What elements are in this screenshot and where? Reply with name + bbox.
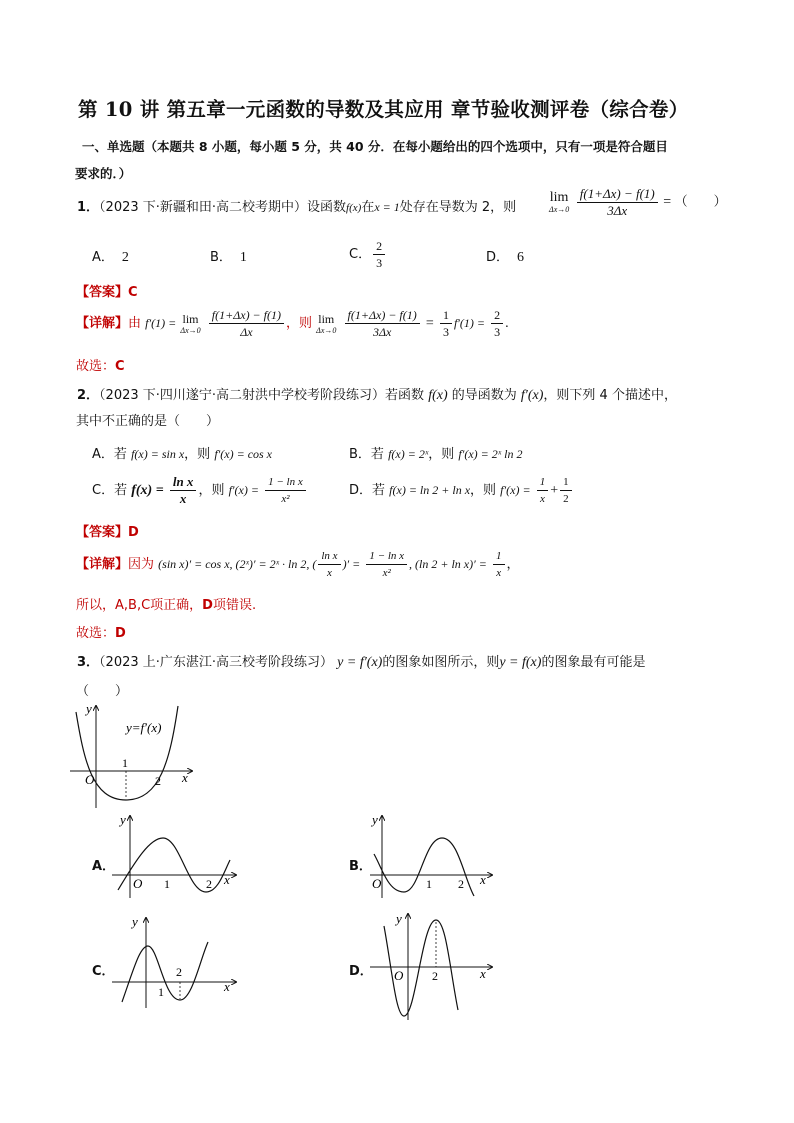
option-math: f(x) = ln 2 + ln x xyxy=(389,483,471,497)
frac-denominator: Δx xyxy=(240,325,253,339)
math-y-eq-f: y = f(x) xyxy=(499,655,542,670)
frac-numerator: 1 − ln x xyxy=(265,474,306,491)
tick-label-2: 2 xyxy=(432,969,438,983)
option-math: f′(x) = cos x xyxy=(214,447,273,461)
x-axis-label: x xyxy=(224,872,230,887)
x-axis-label: x xyxy=(182,770,188,785)
curve-label: y=f′(x) xyxy=(126,720,162,735)
detail-text: ， xyxy=(506,557,520,572)
tick-label-2: 2 xyxy=(155,774,161,788)
option-fraction xyxy=(560,474,572,507)
detail-fraction xyxy=(366,548,407,581)
detail-text: 所以，A,B,C项正确， xyxy=(76,598,203,613)
frac-denominator: 3 xyxy=(376,256,383,270)
lim-sub: Δx→0 xyxy=(549,205,570,214)
answer-line xyxy=(76,521,139,540)
frac-numerator: 2 xyxy=(491,307,503,324)
plus-sign: + xyxy=(550,483,559,498)
option-text: ，则 xyxy=(470,483,497,498)
frac-numerator: 1 xyxy=(560,474,572,491)
option-d xyxy=(349,474,574,507)
question-source: （2023 下·四川遂宁·高二射洪中学校考阶段练习） xyxy=(99,388,386,403)
answer-value: C xyxy=(128,285,138,300)
x-axis-label: x xyxy=(480,966,486,981)
stem-text: 的导函数为 xyxy=(451,388,517,403)
frac-denominator: x xyxy=(179,491,187,506)
option-b-graph xyxy=(366,810,496,900)
lim-word: lim xyxy=(549,190,569,205)
option-math: f(x) = 2ˣ xyxy=(388,447,429,461)
y-axis-label: y xyxy=(120,812,126,827)
option-label: C． xyxy=(92,483,115,498)
tick-label-2: 2 xyxy=(206,877,212,891)
frac-denominator: 3Δx xyxy=(372,325,392,339)
option-value: 2 xyxy=(121,250,129,265)
question-3-stem xyxy=(77,651,645,671)
choose-text: 故选： xyxy=(76,359,116,374)
option-d-graph xyxy=(366,910,496,1022)
question-2-detail xyxy=(76,548,520,581)
frac-denominator: x xyxy=(496,567,502,579)
option-label: B． xyxy=(210,250,232,265)
detail-letter: D xyxy=(202,598,213,613)
limit-symbol xyxy=(316,312,336,335)
question-number: 2． xyxy=(77,388,100,403)
detail-math: (sin x)′ = cos x, (2ˣ)′ = 2ˣ · ln 2, ( xyxy=(158,557,317,571)
stem-text: 若函数 xyxy=(385,388,425,403)
x-axis-label: x xyxy=(480,872,486,887)
question-1-limit xyxy=(549,186,727,219)
question-3-stem-line2: （ ） xyxy=(76,684,129,699)
detail-text: 因为 xyxy=(128,557,155,572)
option-label: D． xyxy=(349,483,373,498)
frac-numerator: 2 xyxy=(373,238,385,255)
lim-word: lim xyxy=(182,312,199,326)
option-text: 若 xyxy=(372,483,386,498)
option-a xyxy=(92,443,272,462)
section-heading-line2: 要求的．） xyxy=(75,166,132,181)
tick-label-1: 1 xyxy=(426,877,432,891)
detail-fraction-2 xyxy=(345,307,420,340)
period: . xyxy=(505,316,509,331)
question-number: 1． xyxy=(77,200,100,215)
choose-line xyxy=(76,355,125,374)
detail-fraction-result xyxy=(491,307,503,340)
lim-sub: Δx→0 xyxy=(316,326,337,335)
detail-math: , (ln 2 + ln x)′ = xyxy=(409,557,487,571)
option-text: 若 xyxy=(114,483,128,498)
option-text: 若 xyxy=(370,447,384,462)
derivative-graph xyxy=(66,700,206,812)
choose-letter: C xyxy=(115,359,125,374)
tick-label-1: 1 xyxy=(164,877,170,891)
origin-label: O xyxy=(85,772,95,787)
math-x-eq-1: x = 1 xyxy=(374,200,400,214)
option-c-curve xyxy=(122,942,208,1002)
limit-fraction xyxy=(577,186,658,219)
option-fraction xyxy=(170,474,197,507)
frac-denominator: x² xyxy=(382,567,391,579)
math-f-prime-x: f′(x) xyxy=(520,388,544,403)
option-text: ，则 xyxy=(198,483,225,498)
option-text: ，则 xyxy=(184,447,211,462)
math-y-eq-fprime: y = f′(x) xyxy=(337,655,383,670)
math-fx: f(x) xyxy=(346,202,362,214)
detail-fraction-third xyxy=(440,307,452,340)
option-a-label: A． xyxy=(92,859,116,874)
answer-tag: 【答案】 xyxy=(76,525,129,540)
equals-sign: = xyxy=(425,316,434,331)
option-text: 若 xyxy=(113,447,127,462)
frac-denominator: 3 xyxy=(494,325,501,339)
choose-line xyxy=(76,622,126,641)
option-label: D． xyxy=(486,250,510,265)
option-math: f(x) = sin x xyxy=(131,447,185,461)
tick-label-1: 1 xyxy=(122,756,128,770)
frac-numerator: f(1+Δx) − f(1) xyxy=(345,307,420,324)
y-axis-label: y xyxy=(396,911,402,926)
frac-denominator: x² xyxy=(281,493,290,505)
y-axis-label: y xyxy=(132,914,138,929)
origin-label: O xyxy=(133,876,143,891)
lim-word: lim xyxy=(318,312,335,326)
question-source: （2023 上·广东湛江·高三校考阶段练习） xyxy=(99,655,334,670)
frac-numerator: ln x xyxy=(318,548,340,565)
choose-text: 故选： xyxy=(76,626,116,641)
question-2-stem xyxy=(77,384,677,404)
y-axis-label: y xyxy=(86,701,92,716)
option-d-label: D． xyxy=(349,964,373,979)
x-axis-label: x xyxy=(224,979,230,994)
stem-text: 的图象最有可能是 xyxy=(541,655,646,670)
frac-numerator: f(1+Δx) − f(1) xyxy=(209,307,284,324)
option-d xyxy=(486,246,524,266)
equals-sign: = xyxy=(663,194,672,210)
frac-numerator: 1 xyxy=(493,548,505,565)
page-title: 第 10 讲 第五章一元函数的导数及其应用 章节验收测评卷（综合卷） xyxy=(78,98,689,121)
y-axis-label: y xyxy=(372,812,378,827)
tick-label-2: 2 xyxy=(458,877,464,891)
option-a-graph xyxy=(108,810,238,900)
stem-text: 处存在导数为 2，则 xyxy=(399,200,517,215)
limit-symbol xyxy=(180,312,200,335)
option-value: 6 xyxy=(517,250,525,265)
option-math: f′(x) = xyxy=(500,483,531,497)
limit-symbol xyxy=(549,191,569,214)
frac-numerator: 1 xyxy=(537,474,549,491)
frac-numerator: f(1+Δx) − f(1) xyxy=(577,186,658,203)
answer-parentheses: （ ） xyxy=(674,194,727,210)
question-number: 3． xyxy=(77,655,100,670)
math-f-prime-1: f′(1) = xyxy=(145,316,177,330)
origin-label: O xyxy=(372,876,382,891)
frac-numerator: ln x xyxy=(170,474,197,491)
detail-fraction xyxy=(493,548,505,581)
option-c xyxy=(92,474,308,507)
question-2-stem-line2: 其中不正确的是（ ） xyxy=(76,414,220,429)
choose-letter: D xyxy=(115,626,126,641)
math-f-prime-1: f′(1) = xyxy=(453,316,485,330)
option-c-graph xyxy=(108,912,238,1012)
option-fraction xyxy=(265,474,306,507)
option-math: f′(x) = xyxy=(228,483,259,497)
option-text: ，则 xyxy=(428,447,455,462)
question-source: （2023 下·新疆和田·高二校考期中） xyxy=(99,200,308,215)
tick-label-1: 1 xyxy=(158,985,164,999)
frac-denominator: 3Δx xyxy=(607,203,628,218)
option-c xyxy=(349,238,387,271)
option-math: f(x) = xyxy=(131,483,164,498)
frac-denominator: 3 xyxy=(442,325,449,339)
detail-math: )′ = xyxy=(342,557,361,571)
option-c-label: C． xyxy=(92,964,115,979)
stem-text: ，则下列 4 个描述中， xyxy=(543,388,677,403)
answer-line xyxy=(76,281,138,300)
lim-sub: Δx→0 xyxy=(180,326,201,335)
option-value: 1 xyxy=(239,250,247,265)
frac-numerator: 1 xyxy=(440,307,452,324)
question-1-detail xyxy=(76,307,509,340)
frac-denominator: x xyxy=(539,493,545,505)
math-fx: f(x) xyxy=(428,388,448,403)
detail-text: ，则 xyxy=(285,316,312,331)
detail-conclusion xyxy=(76,594,256,613)
option-b xyxy=(210,246,247,266)
stem-text: 在 xyxy=(361,200,375,215)
frac-numerator: 1 − ln x xyxy=(366,548,407,565)
option-b xyxy=(349,443,522,462)
option-label: C． xyxy=(349,247,372,262)
detail-text: 项错误. xyxy=(212,598,257,613)
stem-text: 设函数 xyxy=(307,200,347,215)
frac-denominator: x xyxy=(327,567,332,579)
frac-denominator: 2 xyxy=(563,493,569,505)
option-label: B． xyxy=(349,447,371,462)
section-heading-line1: 一、单选题（本题共 8 小题，每小题 5 分，共 40 分．在每小题给出的四个选项中，只有一项是符合题目 xyxy=(82,139,668,154)
answer-tag: 【答案】 xyxy=(76,285,129,300)
option-fraction xyxy=(537,474,549,507)
origin-label: O xyxy=(394,968,404,983)
detail-tag: 【详解】 xyxy=(76,557,129,572)
stem-text: 的图象如图所示，则 xyxy=(382,655,500,670)
detail-tag: 【详解】 xyxy=(76,316,129,331)
option-math: f′(x) = 2ˣ ln 2 xyxy=(458,447,523,461)
option-b-label: B． xyxy=(349,859,372,874)
option-label: A． xyxy=(92,250,114,265)
tick-label-2: 2 xyxy=(176,965,182,979)
option-fraction xyxy=(373,238,385,271)
detail-text: 由 xyxy=(128,316,142,331)
option-label: A． xyxy=(92,447,114,462)
question-1-stem xyxy=(77,196,516,215)
detail-fraction-1 xyxy=(209,307,284,340)
answer-value: D xyxy=(128,525,139,540)
detail-fraction xyxy=(318,548,340,581)
option-a xyxy=(92,246,129,266)
